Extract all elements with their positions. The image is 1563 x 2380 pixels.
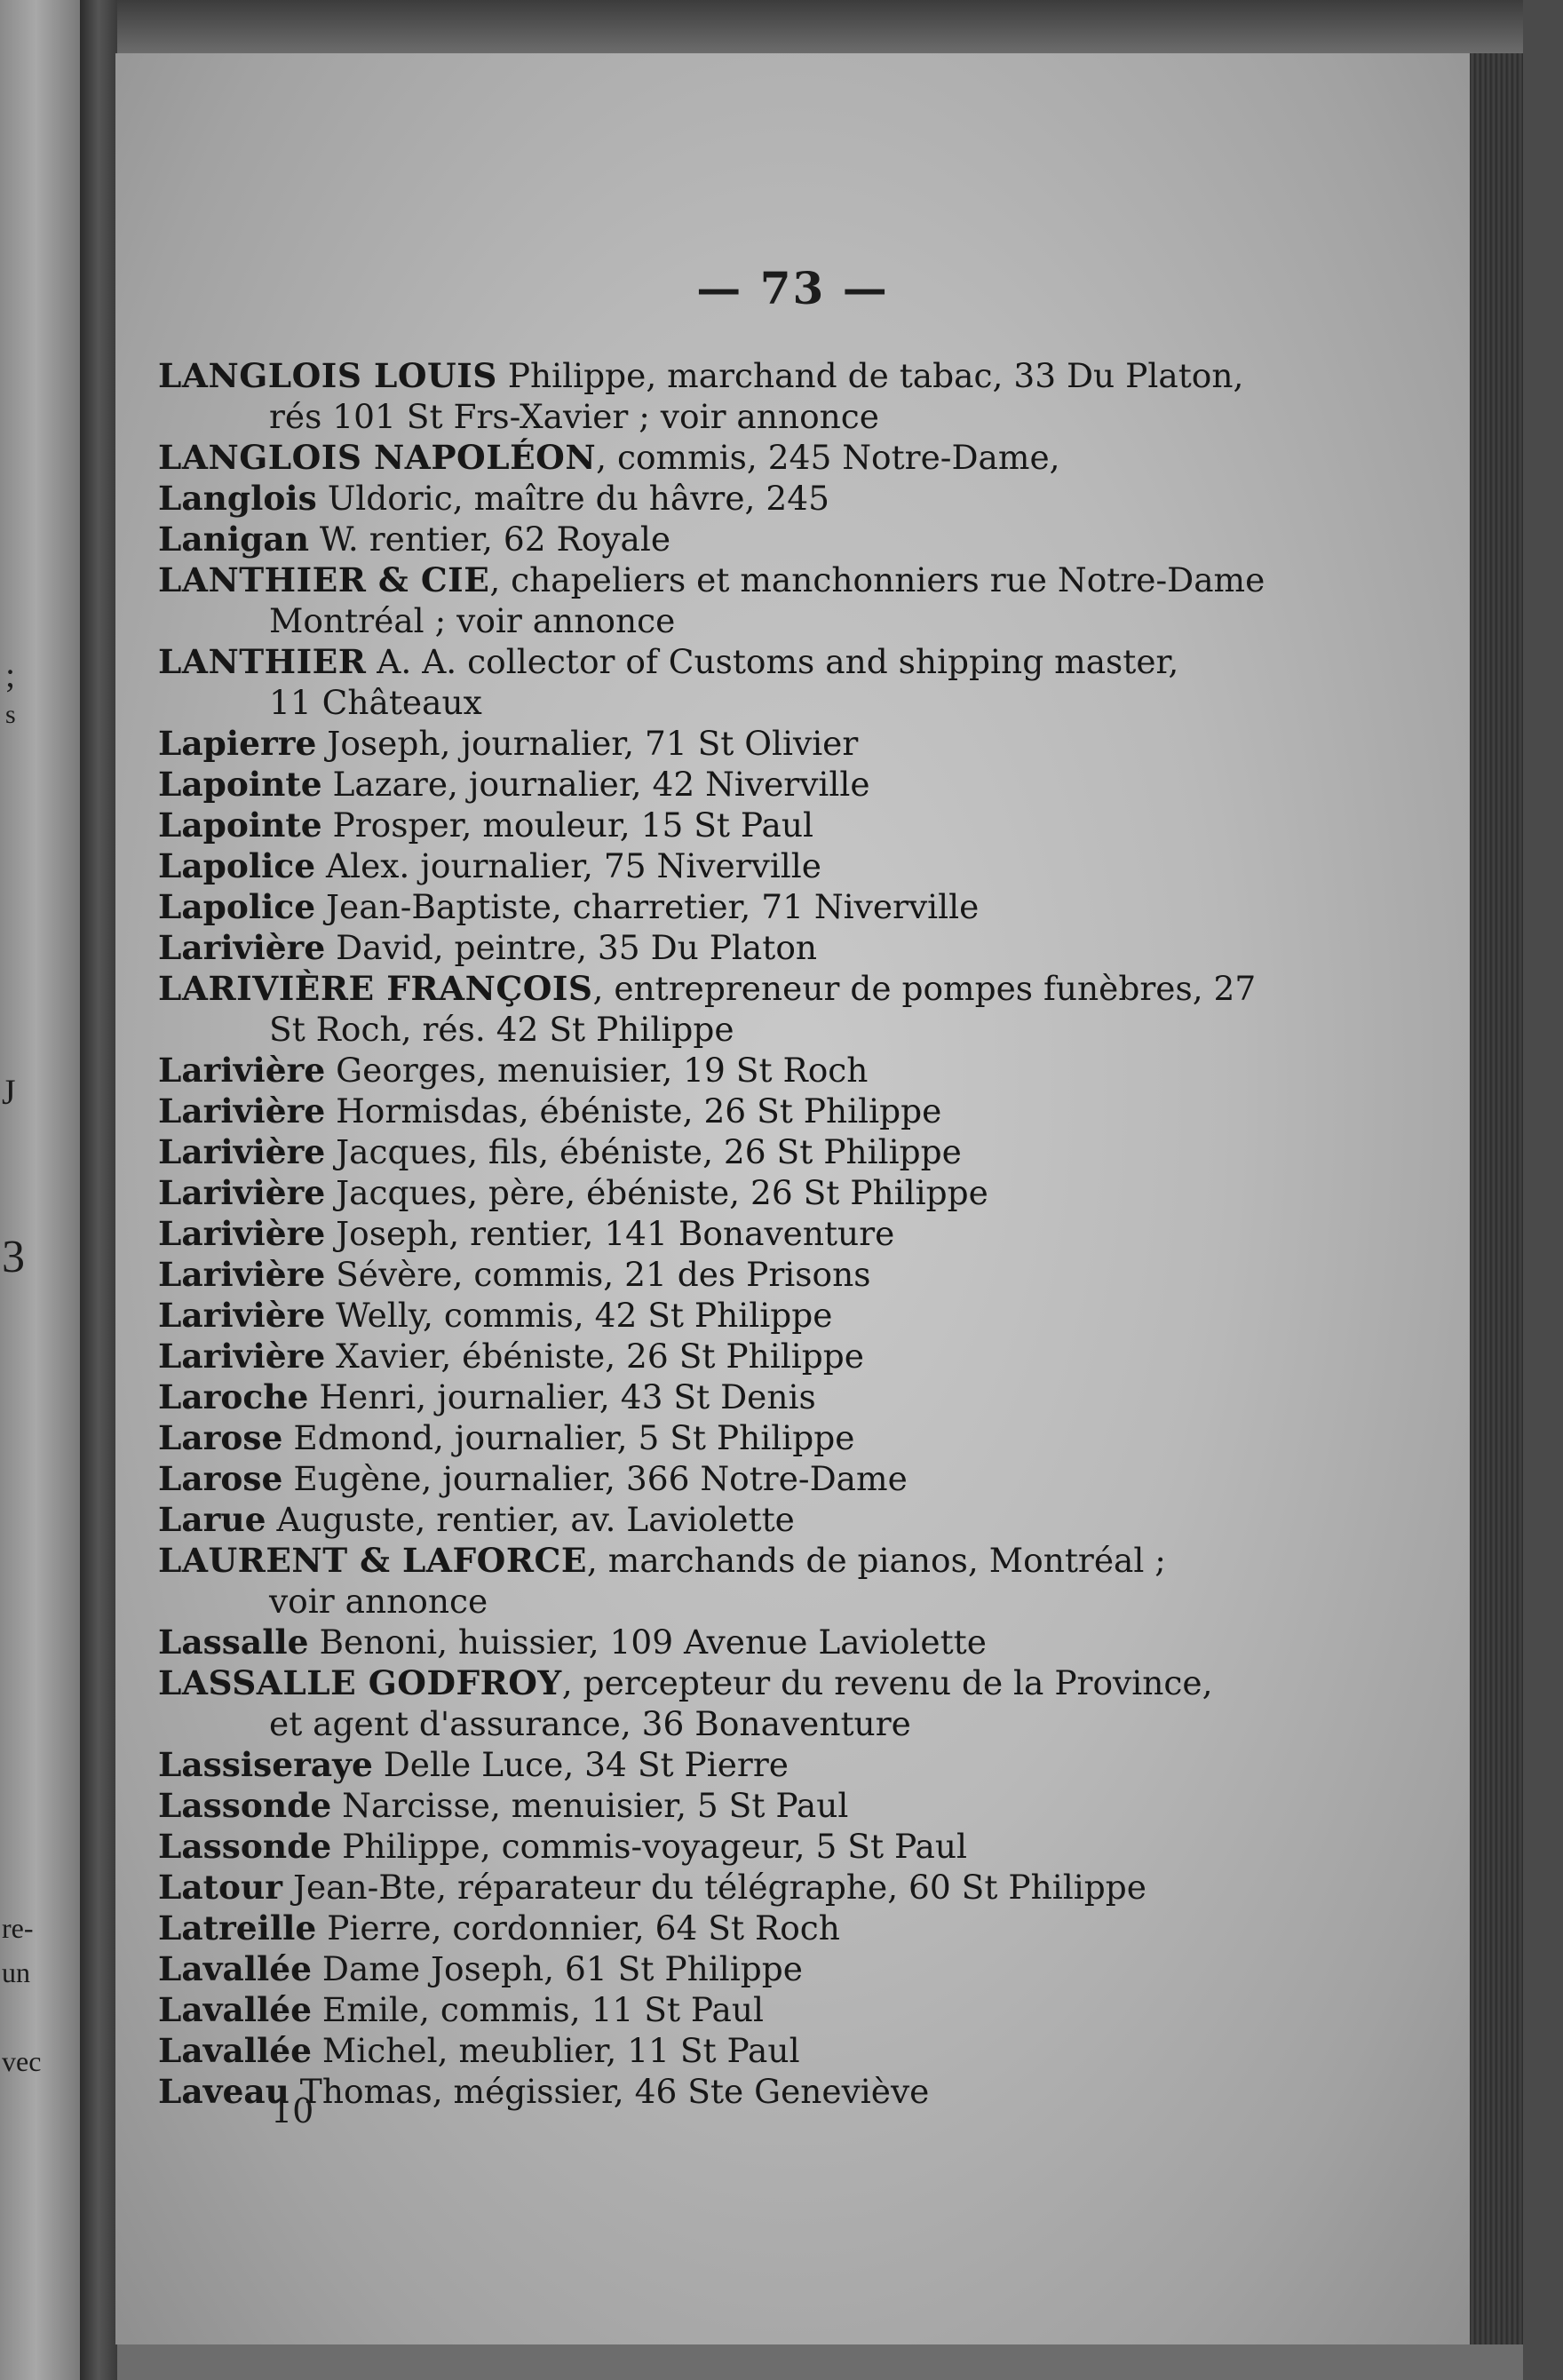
entry-name: Lassalle xyxy=(158,1622,309,1662)
entry-details: Jean-Bte, réparateur du télégraphe, 60 St Philippe xyxy=(282,1868,1146,1907)
directory-entry xyxy=(158,478,1446,519)
entry-name: Langlois xyxy=(158,479,317,518)
entry-name: Larivière xyxy=(158,1173,326,1212)
directory-entry xyxy=(158,1254,1446,1295)
entry-details: Philippe, commis-voyageur, 5 St Paul xyxy=(331,1827,967,1866)
entry-continuation: St Roch, rés. 42 St Philippe xyxy=(269,1010,734,1049)
entry-name: Larivière xyxy=(158,928,326,967)
left-page-fragment: vec xyxy=(2,2045,42,2077)
directory-entry xyxy=(158,805,1446,845)
entry-name: Lapointe xyxy=(158,805,322,845)
entry-continuation: Montréal ; voir annonce xyxy=(269,601,676,640)
directory-entry xyxy=(158,1948,1446,1989)
entry-name: Latreille xyxy=(158,1908,317,1948)
directory-entry xyxy=(158,1376,1446,1417)
left-page-fragment: un xyxy=(2,1956,30,1988)
entry-name: Larue xyxy=(158,1500,266,1539)
entry-details: Narcisse, menuisier, 5 St Paul xyxy=(331,1786,849,1825)
directory-entry xyxy=(158,968,1446,1050)
entry-name: LAURENT & LAFORCE xyxy=(158,1541,587,1580)
entry-name: Larose xyxy=(158,1459,283,1498)
directory-entry xyxy=(158,1458,1446,1499)
entry-details: Pierre, cordonnier, 64 St Roch xyxy=(316,1908,840,1948)
entry-details: Thomas, mégissier, 46 Ste Geneviève xyxy=(289,2072,930,2111)
entry-name: LANTHIER & CIE xyxy=(158,560,490,599)
entry-name: LANTHIER xyxy=(158,642,367,681)
entry-name: LARIVIÈRE FRANÇOIS xyxy=(158,969,593,1008)
entry-name: LANGLOIS NAPOLÉON xyxy=(158,438,597,477)
entry-continuation: et agent d'assurance, 36 Bonaventure xyxy=(269,1704,911,1743)
entry-details: Eugène, journalier, 366 Notre-Dame xyxy=(282,1459,908,1498)
entry-details: Joseph, rentier, 141 Bonaventure xyxy=(325,1214,895,1253)
entry-details: , entrepreneur de pompes funèbres, 27 xyxy=(592,969,1257,1008)
signature-mark: 10 xyxy=(271,2091,314,2130)
directory-entries xyxy=(158,355,1446,2112)
entry-details: Prosper, mouleur, 15 St Paul xyxy=(321,805,813,845)
entry-details: Henri, journalier, 43 St Denis xyxy=(308,1377,816,1416)
directory-entry xyxy=(158,1172,1446,1213)
left-page-fragment: ; xyxy=(5,654,16,694)
directory-entry xyxy=(158,437,1446,478)
entry-details: Jacques, père, ébéniste, 26 St Philippe xyxy=(325,1173,988,1212)
directory-entry xyxy=(158,764,1446,805)
entry-details: A. A. collector of Customs and shipping master, xyxy=(366,642,1179,681)
entry-details: , marchands de pianos, Montréal ; xyxy=(586,1541,1166,1580)
entry-details: Lazare, journalier, 42 Niverville xyxy=(321,765,870,804)
entry-name: Larose xyxy=(158,1418,283,1457)
directory-entry xyxy=(158,927,1446,968)
directory-entry xyxy=(158,845,1446,886)
book-page-edges xyxy=(1470,53,1523,2344)
entry-name: Larivière xyxy=(158,1091,326,1130)
entry-name: Lassonde xyxy=(158,1827,332,1866)
entry-continuation: 11 Châteaux xyxy=(269,683,482,722)
entry-name: Lassonde xyxy=(158,1786,332,1825)
entry-name: Larivière xyxy=(158,1255,326,1294)
entry-details: , percepteur du revenu de la Province, xyxy=(561,1663,1213,1702)
entry-details: Delle Luce, 34 St Pierre xyxy=(372,1745,789,1784)
book-gutter xyxy=(80,0,117,2380)
entry-name: Lavallée xyxy=(158,1990,312,2029)
directory-entry xyxy=(158,1540,1446,1622)
page-number: — 73 — xyxy=(696,262,889,314)
left-page-fragment: re- xyxy=(2,1912,34,1944)
directory-entry xyxy=(158,1336,1446,1376)
entry-name: Lanigan xyxy=(158,520,309,559)
entry-name: Lapolice xyxy=(158,887,316,926)
entry-name: Larivière xyxy=(158,1337,326,1376)
entry-name: LASSALLE GODFROY xyxy=(158,1663,562,1702)
directory-entry xyxy=(158,1213,1446,1254)
adjacent-page-strip xyxy=(0,0,80,2380)
directory-entry xyxy=(158,641,1446,723)
left-page-fragment: J xyxy=(2,1072,16,1112)
directory-entry xyxy=(158,2071,1446,2112)
entry-details: Jean-Baptiste, charretier, 71 Niverville xyxy=(315,887,980,926)
directory-page xyxy=(115,53,1472,2344)
top-shadow-band xyxy=(80,0,1523,53)
entry-details: Xavier, ébéniste, 26 St Philippe xyxy=(325,1337,864,1376)
entry-details: Hormisdas, ébéniste, 26 St Philippe xyxy=(325,1091,942,1130)
entry-name: Lapierre xyxy=(158,724,317,763)
entry-name: Larivière xyxy=(158,1296,326,1335)
entry-name: Latour xyxy=(158,1868,283,1907)
entry-details: W. rentier, 62 Royale xyxy=(308,520,671,559)
entry-details: Sévère, commis, 21 des Prisons xyxy=(325,1255,871,1294)
directory-entry xyxy=(158,1744,1446,1785)
entry-name: Laroche xyxy=(158,1377,309,1416)
directory-entry xyxy=(158,723,1446,764)
directory-entry xyxy=(158,519,1446,559)
entry-details: Philippe, marchand de tabac, 33 Du Platon, xyxy=(496,356,1244,395)
directory-entry xyxy=(158,886,1446,927)
directory-entry xyxy=(158,355,1446,437)
left-page-fragment: s xyxy=(5,700,16,729)
directory-entry xyxy=(158,2030,1446,2071)
directory-entry xyxy=(158,1662,1446,1744)
left-page-fragment: 3 xyxy=(2,1232,25,1282)
directory-entry xyxy=(158,1295,1446,1336)
directory-entry xyxy=(158,1826,1446,1867)
entry-name: Lavallée xyxy=(158,1949,312,1988)
directory-entry xyxy=(158,1989,1446,2030)
background-margin xyxy=(1523,0,1563,2380)
entry-details: David, peintre, 35 Du Platon xyxy=(325,928,818,967)
entry-name: LANGLOIS LOUIS xyxy=(158,356,497,395)
entry-details: , commis, 245 Notre-Dame, xyxy=(596,438,1060,477)
entry-name: Lapointe xyxy=(158,765,322,804)
entry-details: Uldoric, maître du hâvre, 245 xyxy=(316,479,829,518)
entry-name: Lapolice xyxy=(158,846,316,885)
directory-entry xyxy=(158,1867,1446,1908)
entry-details: Joseph, journalier, 71 St Olivier xyxy=(316,724,859,763)
directory-entry xyxy=(158,1908,1446,1948)
directory-entry xyxy=(158,1785,1446,1826)
entry-name: Laveau xyxy=(158,2072,290,2111)
entry-details: Georges, menuisier, 19 St Roch xyxy=(325,1051,869,1090)
directory-entry xyxy=(158,559,1446,641)
entry-details: Welly, commis, 42 St Philippe xyxy=(325,1296,833,1335)
entry-name: Larivière xyxy=(158,1051,326,1090)
entry-details: Jacques, fils, ébéniste, 26 St Philippe xyxy=(325,1132,962,1171)
entry-details: , chapeliers et manchonniers rue Notre-Dame xyxy=(489,560,1265,599)
entry-details: Edmond, journalier, 5 St Philippe xyxy=(282,1418,855,1457)
directory-entry xyxy=(158,1050,1446,1091)
entry-name: Larivière xyxy=(158,1214,326,1253)
entry-details: Emile, commis, 11 St Paul xyxy=(311,1990,764,2029)
entry-details: Michel, meublier, 11 St Paul xyxy=(311,2031,800,2070)
entry-continuation: voir annonce xyxy=(269,1582,488,1621)
entry-details: Alex. journalier, 75 Niverville xyxy=(315,846,821,885)
directory-entry xyxy=(158,1131,1446,1172)
directory-entry xyxy=(158,1499,1446,1540)
entry-name: Larivière xyxy=(158,1132,326,1171)
entry-name: Lavallée xyxy=(158,2031,312,2070)
entry-details: Dame Joseph, 61 St Philippe xyxy=(311,1949,803,1988)
directory-entry xyxy=(158,1091,1446,1131)
entry-continuation: rés 101 St Frs-Xavier ; voir annonce xyxy=(269,397,879,436)
entry-name: Lassiseraye xyxy=(158,1745,373,1784)
directory-entry xyxy=(158,1417,1446,1458)
entry-details: Benoni, huissier, 109 Avenue Laviolette xyxy=(308,1622,987,1662)
entry-details: Auguste, rentier, av. Laviolette xyxy=(266,1500,795,1539)
directory-entry xyxy=(158,1622,1446,1662)
